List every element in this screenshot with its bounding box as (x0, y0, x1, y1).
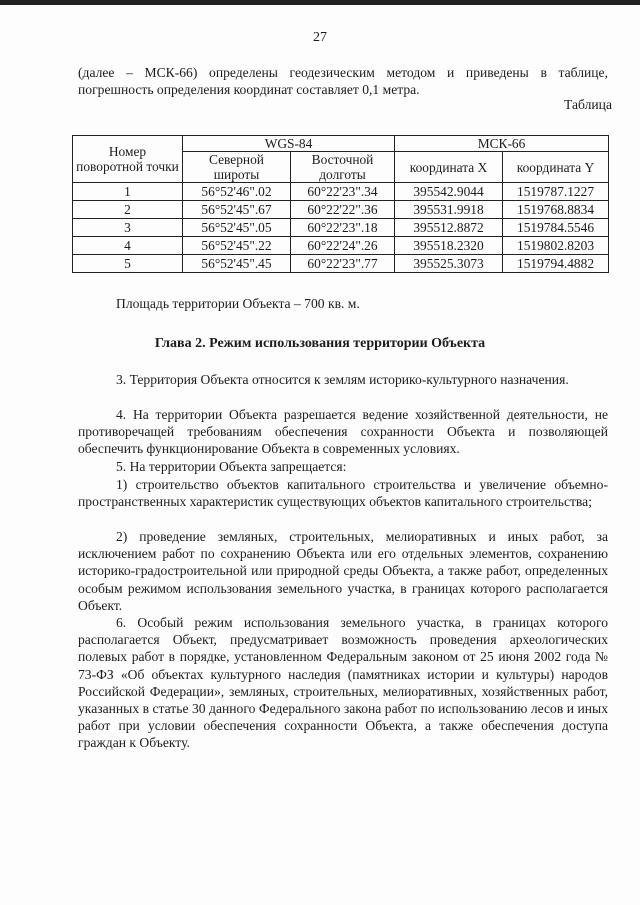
cell-y: 1519784.5546 (503, 219, 609, 237)
header-east-longitude: Восточной долготы (291, 152, 395, 183)
cell-latitude: 56°52'45".22 (183, 237, 291, 255)
coordinates-table (72, 135, 609, 273)
cell-point: 2 (73, 201, 183, 219)
cell-latitude: 56°52'45".67 (183, 201, 291, 219)
scan-top-edge (0, 0, 640, 5)
cell-y: 1519802.8203 (503, 237, 609, 255)
cell-latitude: 56°52'46".02 (183, 183, 291, 201)
paragraph-5-item-1: 1) строительство объектов капитального строительства и увеличение объемно-пространственных характеристик существующих объектов капитального строительства; (78, 477, 608, 510)
cell-point: 4 (73, 237, 183, 255)
table-label: Таблица (564, 97, 612, 112)
cell-x: 395512.8872 (395, 219, 503, 237)
table-row (73, 255, 609, 273)
cell-latitude: 56°52'45".05 (183, 219, 291, 237)
cell-x: 395531.9918 (395, 201, 503, 219)
cell-point: 3 (73, 219, 183, 237)
table-row (73, 183, 609, 201)
cell-longitude: 60°22'24".26 (291, 237, 395, 255)
paragraph-4: 4. На территории Объекта разрешается ведение хозяйственной деятельности, не противоречащей требованиям обеспечения сохранности Объекта и позволяющей обеспечить функционирование Объекта в современных условиях. (78, 407, 608, 457)
table-row (73, 237, 609, 255)
paragraph-5: 5. На территории Объекта запрещается: (116, 459, 347, 474)
paragraph-5-item-2: 2) проведение земляных, строительных, мелиоративных и иных работ, за исключением работ по сохранению Объекта или его отдельных элементов, сохранению историко-градостроительной или природной среды Объекта, а также работ, определенных особым режимом использования земельного участка, в границах которого располагается Объект. (78, 529, 608, 613)
page-number: 27 (313, 30, 327, 45)
cell-longitude: 60°22'23".18 (291, 219, 395, 237)
cell-latitude: 56°52'45".45 (183, 255, 291, 273)
intro-paragraph: (далее – МСК-66) определены геодезическим методом и приведены в таблице, погрешность определения координат составляет 0,1 метра. (78, 65, 608, 98)
cell-x: 395518.2320 (395, 237, 503, 255)
header-coordinate-x: координата X (395, 152, 503, 183)
cell-x: 395525.3073 (395, 255, 503, 273)
cell-point: 5 (73, 255, 183, 273)
cell-longitude: 60°22'23".34 (291, 183, 395, 201)
cell-longitude: 60°22'23".77 (291, 255, 395, 273)
table-row (73, 201, 609, 219)
cell-point: 1 (73, 183, 183, 201)
area-statement: Площадь территории Объекта – 700 кв. м. (116, 296, 360, 311)
header-coordinate-y: координата Y (503, 152, 609, 183)
table-header-row (73, 136, 609, 152)
header-wgs84: WGS-84 (183, 136, 395, 152)
cell-y: 1519787.1227 (503, 183, 609, 201)
cell-y: 1519768.8834 (503, 201, 609, 219)
cell-y: 1519794.4882 (503, 255, 609, 273)
chapter-heading: Глава 2. Режим использования территории Объекта (154, 336, 486, 351)
cell-longitude: 60°22'22".36 (291, 201, 395, 219)
header-point-number: Номер поворотной точки (73, 136, 183, 183)
header-north-latitude: Северной широты (183, 152, 291, 183)
paragraph-6: 6. Особый режим использования земельного участка, в границах которого располагается Объект, предусматривает возможность проведения археологических полевых работ в порядке, установленном Федеральным законом от 25 июня 2002 года № 73-ФЗ «Об объектах культурного наследия (памятниках истории и культуры) народов Российской Федерации», земляных, строительных, мелиоративных, хозяйственных работ, указанных в статье 30 данного Федерального закона работ по использованию лесов и иных работ при условии обеспечения сохранности Объекта, а также обеспечения доступа граждан к Объекту. (78, 615, 608, 751)
table-row (73, 219, 609, 237)
cell-x: 395542.9044 (395, 183, 503, 201)
paragraph-3: 3. Территория Объекта относится к землям историко-культурного назначения. (116, 372, 569, 387)
header-msk66: МСК-66 (395, 136, 609, 152)
